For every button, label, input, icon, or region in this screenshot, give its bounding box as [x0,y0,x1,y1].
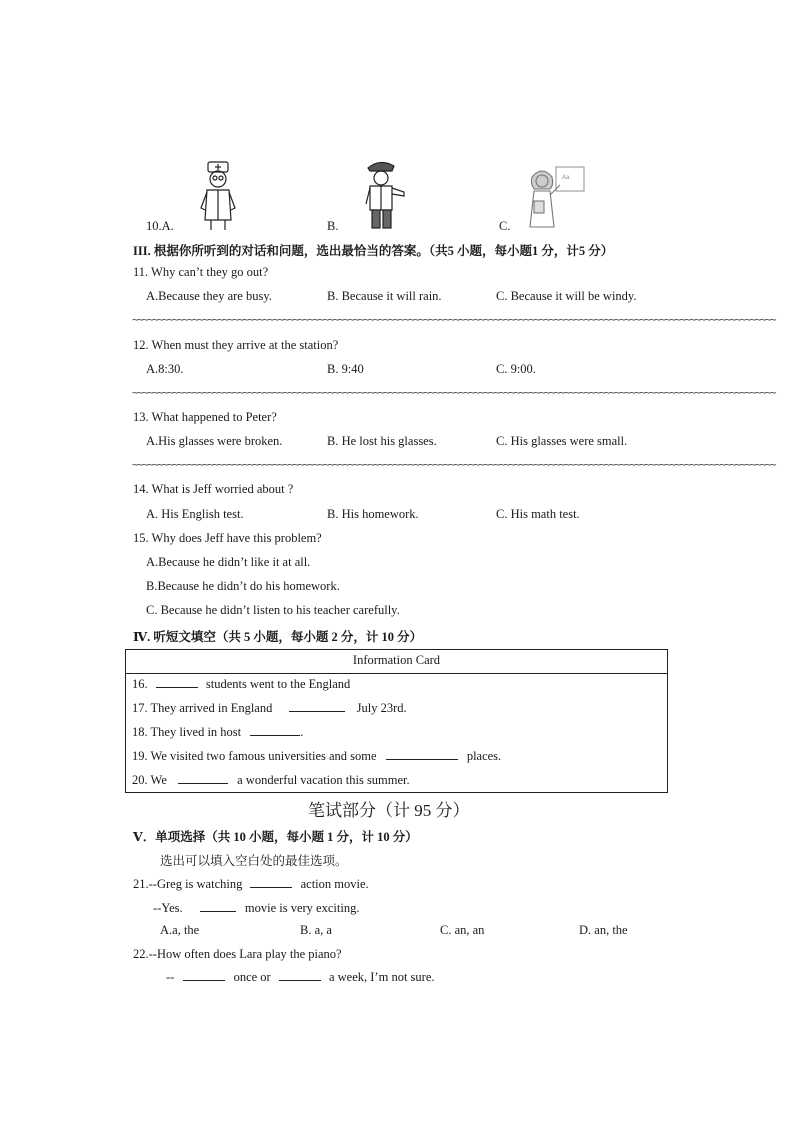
card-row-18 [132,723,303,740]
q22-line2-middle: once or [233,970,271,984]
q21-option-c: C. an, an [440,923,485,937]
card-row-20 [132,771,410,788]
information-card-title: Information Card [126,650,667,674]
q15-option-b: B.Because he didn’t do his homework. [146,579,340,593]
row20-suffix: a wonderful vacation this summer. [237,773,410,787]
q11-text: 11. Why can’t they go out? [133,265,269,279]
blank-17[interactable] [289,699,345,712]
q15-option-a: A.Because he didn’t like it at all. [146,555,311,569]
blank-18[interactable] [250,723,300,736]
divider-1: ~~~~~~~~~~~~~~~~~~~~~~~~~~~~~~~~~~~~~~~~~~~~~~~~~~~~~~~~~~~~~~~~~~~~~~~~~~~~~~~~~~~~~~~~~~~~~~~~~~~~~~~~~~~~~~~~~~~~~~~~~~~~~~~~ [132,313,775,326]
blank-19[interactable] [386,747,458,760]
row18-prefix: 18. They lived in host [132,725,242,739]
q21-option-b: B. a, a [300,923,332,937]
q21-line1-prefix: 21.--Greg is watching [133,877,243,891]
section5-instruction: 选出可以填入空白处的最佳选项。 [160,854,348,868]
q13-option-a: A.His glasses were broken. [146,434,283,448]
q22-line2 [166,968,435,985]
q21-line1-suffix: action movie. [300,877,369,891]
information-card [125,649,668,793]
q22-line2-suffix: a week, I’m not sure. [328,970,435,984]
policeman-picture [358,158,408,232]
row16-suffix: students went to the England [205,677,351,691]
q14-text: 14. What is Jeff worried about ? [133,482,294,496]
q21-option-d: D. an, the [579,923,628,937]
q21-line2-suffix: movie is very exciting. [244,901,360,915]
q22-blank-2[interactable] [279,968,321,981]
q12-option-a: A.8:30. [146,362,184,376]
q14-option-b: B. His homework. [327,507,419,521]
q21-blank-2[interactable] [200,899,236,912]
card-row-19 [132,747,501,764]
q13-option-b: B. He lost his glasses. [327,434,437,448]
q14-option-c: C. His math test. [496,507,580,521]
blank-16[interactable] [156,675,198,688]
section3-heading: III. 根据你所听到的对话和问题，选出最恰当的答案。（共5 小题，每小题1 分，计5 分） [133,244,614,258]
q13-text: 13. What happened to Peter? [133,410,277,424]
q21-line2-prefix: --Yes. [153,901,183,915]
section4-heading: Ⅳ. 听短文填空（共 5 小题，每小题 2 分，计 10 分） [133,630,423,644]
q10-option-a-label: 10.A. [146,219,174,233]
blank-20[interactable] [178,771,228,784]
divider-2: ~~~~~~~~~~~~~~~~~~~~~~~~~~~~~~~~~~~~~~~~~~~~~~~~~~~~~~~~~~~~~~~~~~~~~~~~~~~~~~~~~~~~~~~~~~~~~~~~~~~~~~~~~~~~~~~~~~~~~~~~~~~~~~~~ [132,386,775,399]
q21-option-a: A.a, the [160,923,200,937]
q11-option-b: B. Because it will rain. [327,289,442,303]
q15-text: 15. Why does Jeff have this problem? [133,531,322,545]
q12-option-b: B. 9:40 [327,362,364,376]
row17-suffix: July 23rd. [356,701,407,715]
q22-line2-prefix: -- [166,970,175,984]
q22-blank-1[interactable] [183,968,225,981]
card-row-17 [132,699,407,716]
q11-option-a: A.Because they are busy. [146,289,272,303]
row16-prefix: 16. [132,677,148,691]
section5-heading: Ⅴ．单项选择（共 10 小题，每小题 1 分，计 10 分） [133,830,418,844]
q13-option-c: C. His glasses were small. [496,434,628,448]
q11-option-c: C. Because it will be windy. [496,289,637,303]
q21-blank-1[interactable] [250,875,292,888]
row17-prefix: 17. They arrived in England [132,701,273,715]
row19-suffix: places. [466,749,502,763]
svg-text:Aa: Aa [562,175,570,181]
q10-option-b-label: B. [327,219,339,233]
q21-line1 [133,875,369,892]
card-row-16 [132,675,350,692]
q10-option-c-label: C. [499,219,511,233]
row19-prefix: 19. We visited two famous universities and some [132,749,377,763]
q21-line2 [153,899,359,916]
teacher-picture [526,163,586,233]
row20-prefix: 20. We [132,773,167,787]
q22-line1: 22.--How often does Lara play the piano? [133,947,342,961]
row18-suffix: . [300,725,304,739]
written-part-title: 笔试部分（计 95 分） [308,801,470,820]
q14-option-a: A. His English test. [146,507,244,521]
q12-option-c: C. 9:00. [496,362,536,376]
doctor-picture [195,160,241,232]
q15-option-c: C. Because he didn’t listen to his teacher carefully. [146,603,400,617]
divider-3: ~~~~~~~~~~~~~~~~~~~~~~~~~~~~~~~~~~~~~~~~~~~~~~~~~~~~~~~~~~~~~~~~~~~~~~~~~~~~~~~~~~~~~~~~~~~~~~~~~~~~~~~~~~~~~~~~~~~~~~~~~~~~~~~~ [132,458,775,471]
q12-text: 12. When must they arrive at the station? [133,338,339,352]
